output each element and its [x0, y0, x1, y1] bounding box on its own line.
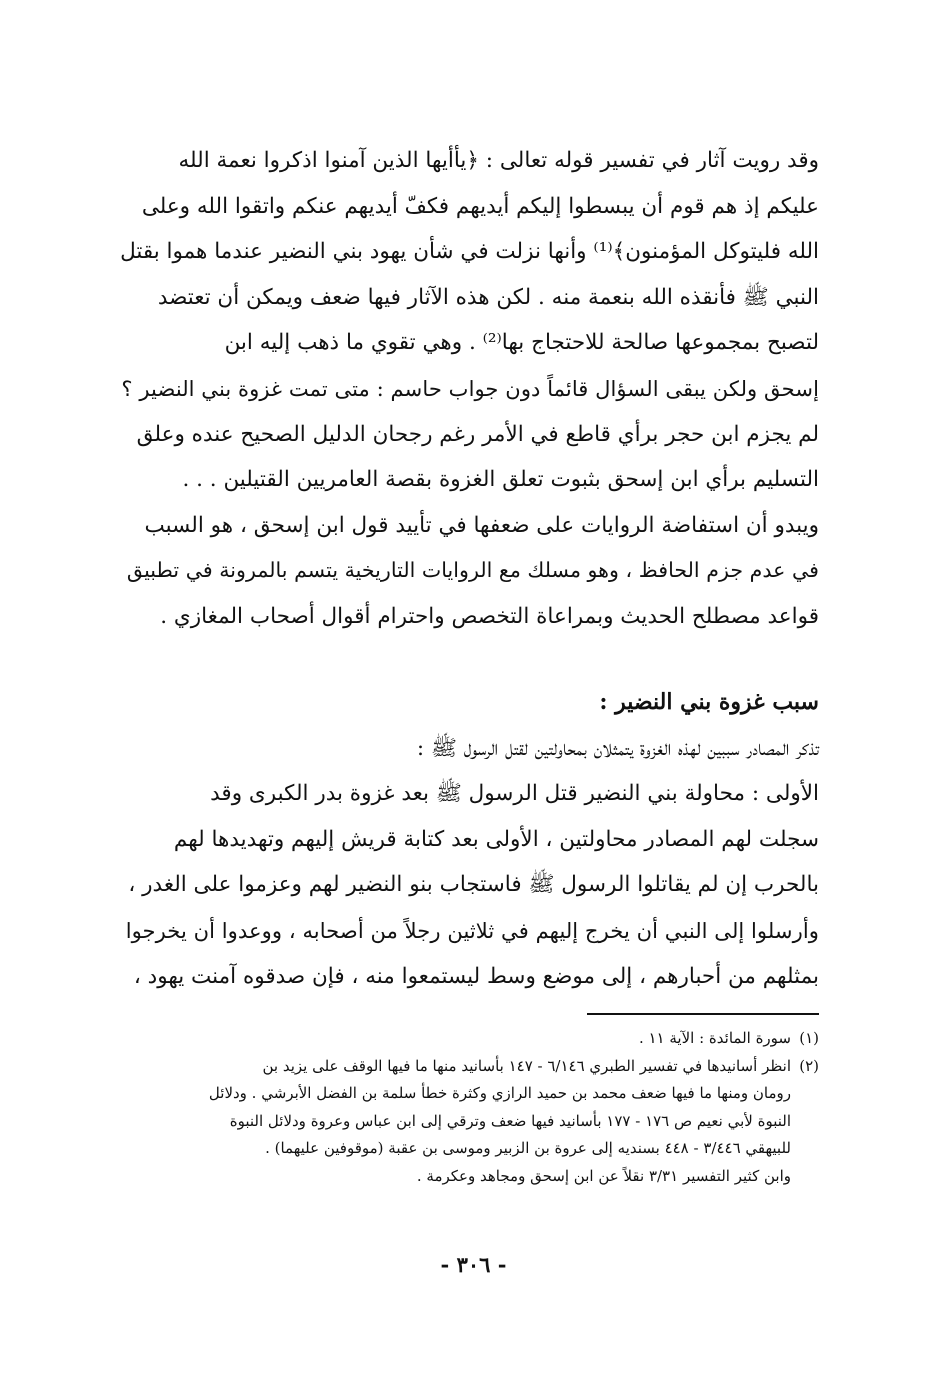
footnote-number: (٢) [799, 1056, 819, 1075]
paragraph-line: بمثلهم من أحبارهم ، إلى موضع وسط ليستمعوا منه ، فإن صدقوه آمنت يهود ، [133, 963, 819, 989]
paragraph-line: الأولى : محاولة بني النضير قتل الرسول ﷺ بعد غزوة بدر الكبرى وقد [210, 781, 819, 807]
paragraph-line: عليكم إذ هم قوم أن يبسطوا إليكم أيديهم فكفّ أيديهم عنكم واتقوا الله وعلى [141, 193, 819, 219]
paragraph-line: التسليم برأي ابن إسحق بثبوت تعلق الغزوة بقصة العامريين القتيلين . . . [182, 467, 819, 493]
paragraph-line: لم يجزم ابن حجر برأي قاطع في الأمر رغم رجحان الدليل الصحيح عنده وعلق [136, 421, 819, 447]
footnote-text: انظر أسانيدها في تفسير الطبري ٦/١٤٦ - ١٤٧ بأسانيد منها ما فيها الوقف على يزيد بن [262, 1056, 791, 1075]
footnotes [120, 1025, 819, 1190]
paragraph-line: ويبدو أن استفاضة الروايات على ضعفها في تأييد قول ابن إسحق ، هو السبب [144, 512, 819, 538]
footnote-number: (١) [799, 1029, 819, 1048]
paragraph-1 [120, 138, 819, 640]
section-heading: سبب غزوة بني النضير : [599, 688, 819, 715]
page-number: - ٣٠٦ - [440, 1252, 507, 1277]
paragraph-line: لتصبح بمجموعها صالحة للاحتجاج بها⁽²⁾ . وهي تقوي ما ذهب إليه ابن [224, 330, 819, 356]
footnote-text: رومان ومنها ما فيها ضعف محمد بن حميد الرازي وكثرة خطأ سلمة بن الفضل الأبرشي . ودلائل [208, 1084, 791, 1103]
footnote-separator [587, 1013, 819, 1015]
paragraph-line: بالحرب إن لم يقاتلوا الرسول ﷺ فاستجاب بنو النضير لهم وعزموا على الغدر ، [128, 872, 819, 898]
footnote-text: وابن كثير التفسير ٣/٣١ نقلاً عن ابن إسحق ومجاهد وعكرمة . [416, 1166, 791, 1185]
paragraph-line: وأرسلوا إلى النبي أن يخرج إليهم في ثلاثين رجلاً من أصحابه ، ووعدوا أن يخرجوا [125, 917, 819, 943]
footnote-text: سورة المائدة : الآية ١١ . [638, 1029, 791, 1048]
paragraph-2 [120, 726, 819, 1000]
footnote-text: النبوة لأبي نعيم ص ١٧٦ - ١٧٧ بأسانيد فيها ضعف وترقي إلى ابن عباس وعروة ودلائل النبوة [229, 1111, 791, 1130]
footnote-text: للبيهقي ٣/٤٤٦ - ٤٤٨ بسنديه إلى عروة بن الزبير وموسى بن عقبة (موقوفين عليهما) . [265, 1139, 791, 1158]
paragraph-line: النبي ﷺ فأنقذه الله بنعمة منه . لكن هذه الآثار فيها ضعف ويمكن أن تعتضد [157, 284, 819, 310]
paragraph-line: في عدم جزم الحافظ ، وهو مسلك مع الروايات التاريخية يتسم بالمرونة في تطبيق [126, 558, 819, 583]
footnote-2 [120, 1053, 819, 1191]
footnote-1 [120, 1025, 819, 1053]
paragraph-line: سجلت لهم المصادر محاولتين ، الأولى بعد كتابة قريش إليهم وتهديدها لهم [173, 826, 819, 852]
paragraph-line: إسحق ولكن يبقى السؤال قائماً دون جواب حاسم : متى تمت غزوة بني النضير ؟ [121, 375, 819, 401]
paragraph-line: تذكر المصادر سببين لهذه الغزوة يتمثلان بمحاولتين لقتل الرسول ﷺ : [416, 735, 819, 761]
paragraph-line: قواعد مصطلح الحديث وبمراعاة التخصص واحترام أقوال أصحاب المغازي . [160, 603, 819, 629]
paragraph-line: وقد رويت آثار في تفسير قوله تعالى : ﴿يأأيها الذين آمنوا اذكروا نعمة الله [178, 148, 819, 173]
paragraph-line: الله فليتوكل المؤمنون﴾⁽¹⁾ وأنها نزلت في شأن يهود بني النضير عندما هموا بقتل [120, 239, 819, 265]
